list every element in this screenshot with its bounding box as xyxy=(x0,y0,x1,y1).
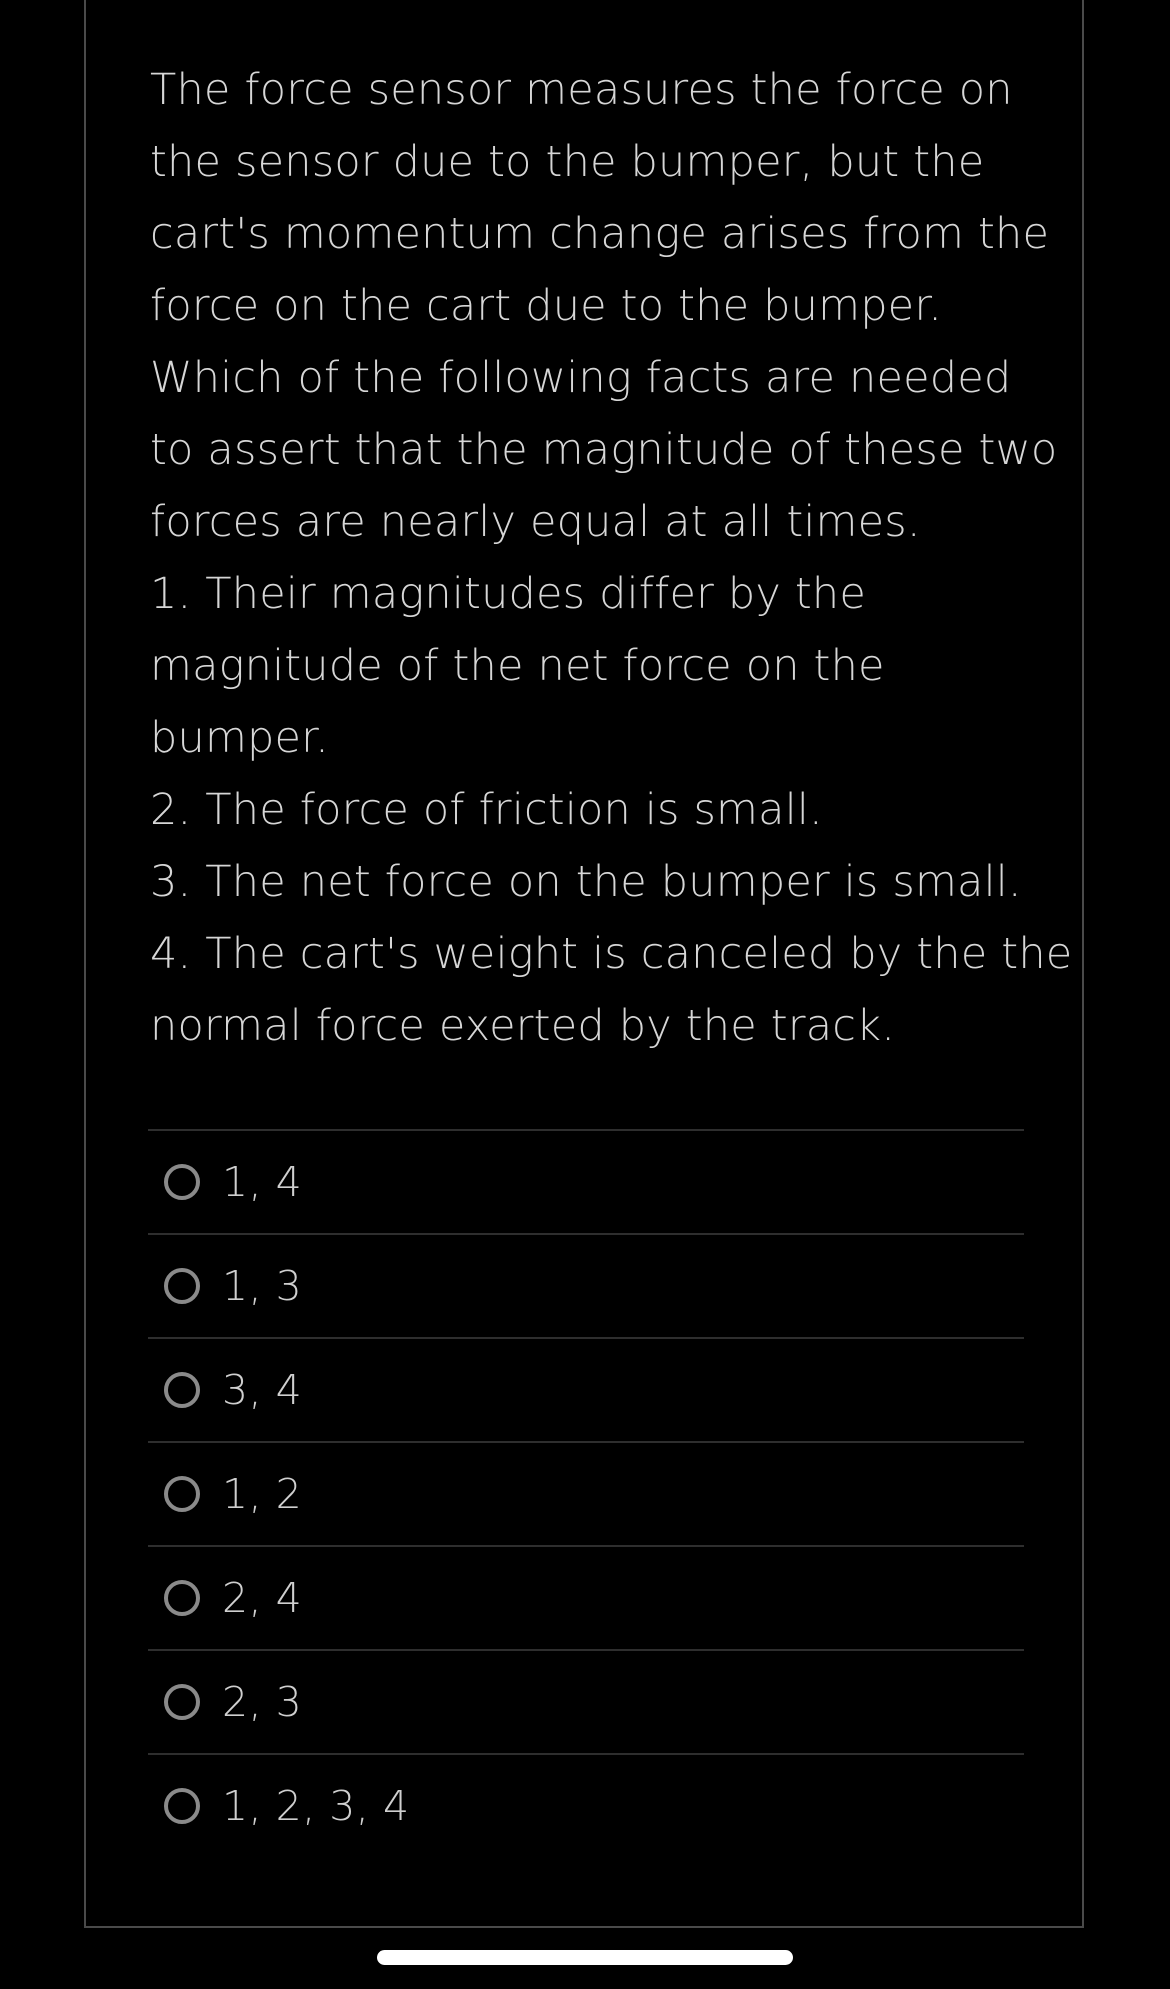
question-line: magnitude of the net force on the xyxy=(150,641,885,691)
question-line: Which of the following facts are needed xyxy=(150,353,1012,403)
answer-option-label: 2, 4 xyxy=(222,1574,303,1622)
question-line: 3. The net force on the bumper is small. xyxy=(150,857,1022,907)
question-line: normal force exerted by the track. xyxy=(150,1001,896,1051)
question-line: cart's momentum change arises from the xyxy=(150,209,1050,259)
answer-option-7[interactable] xyxy=(148,1753,1024,1857)
answer-option-4[interactable] xyxy=(148,1441,1024,1545)
question-line: 2. The force of friction is small. xyxy=(150,785,823,835)
answer-option-2[interactable] xyxy=(148,1233,1024,1337)
answer-option-label: 1, 2, 3, 4 xyxy=(222,1782,410,1830)
question-text xyxy=(150,54,1073,1062)
radio-unchecked-icon[interactable] xyxy=(164,1788,200,1824)
answer-option-3[interactable] xyxy=(148,1337,1024,1441)
question-line: The force sensor measures the force on xyxy=(150,65,1013,115)
question-line: bumper. xyxy=(150,713,329,763)
question-line: forces are nearly equal at all times. xyxy=(150,497,921,547)
radio-unchecked-icon[interactable] xyxy=(164,1372,200,1408)
answer-option-label: 2, 3 xyxy=(222,1678,303,1726)
question-card xyxy=(84,0,1084,1928)
question-line: to assert that the magnitude of these two xyxy=(150,425,1058,475)
home-indicator[interactable] xyxy=(377,1950,793,1965)
answer-option-label: 1, 3 xyxy=(222,1262,303,1310)
answer-option-label: 1, 2 xyxy=(222,1470,303,1518)
radio-unchecked-icon[interactable] xyxy=(164,1476,200,1512)
answer-option-label: 1, 4 xyxy=(222,1158,303,1206)
question-line: force on the cart due to the bumper. xyxy=(150,281,943,331)
answer-options xyxy=(148,1129,1024,1857)
answer-option-1[interactable] xyxy=(148,1129,1024,1233)
radio-unchecked-icon[interactable] xyxy=(164,1580,200,1616)
question-line: 1. Their magnitudes differ by the xyxy=(150,569,867,619)
answer-option-label: 3, 4 xyxy=(222,1366,303,1414)
radio-unchecked-icon[interactable] xyxy=(164,1164,200,1200)
question-line: 4. The cart's weight is canceled by the the xyxy=(150,929,1073,979)
answer-option-6[interactable] xyxy=(148,1649,1024,1753)
answer-option-5[interactable] xyxy=(148,1545,1024,1649)
question-line: the sensor due to the bumper, but the xyxy=(150,137,985,187)
radio-unchecked-icon[interactable] xyxy=(164,1684,200,1720)
radio-unchecked-icon[interactable] xyxy=(164,1268,200,1304)
